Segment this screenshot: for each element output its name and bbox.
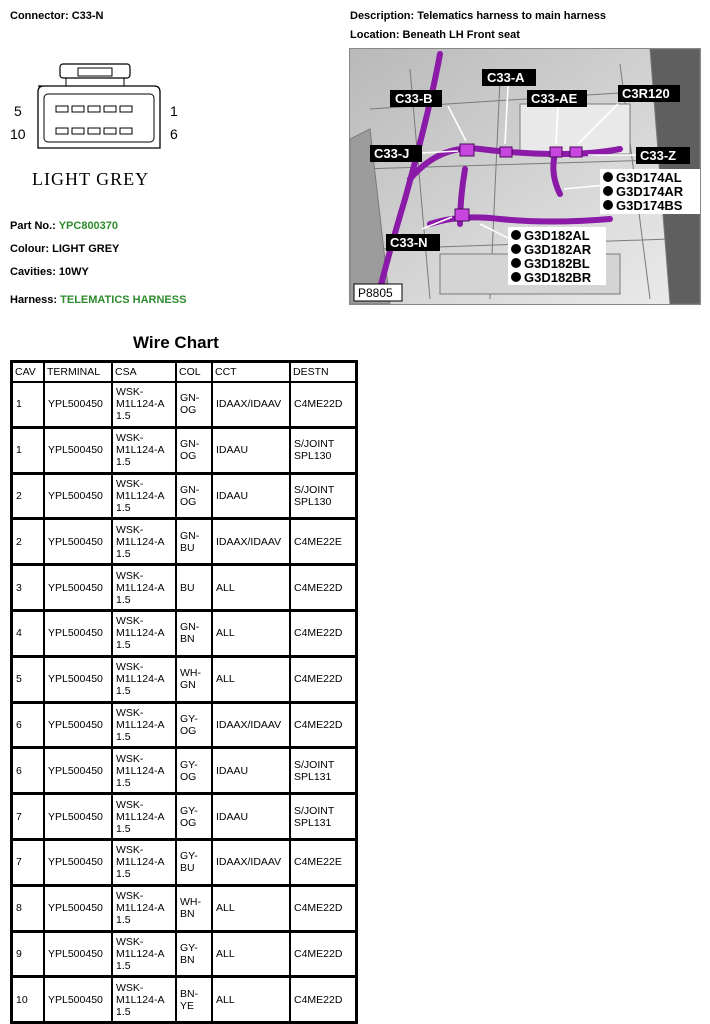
cell-col: GY- OG bbox=[176, 702, 212, 748]
location-photo bbox=[349, 48, 701, 305]
cell-col: GY- OG bbox=[176, 793, 212, 839]
cell-destn: C4ME22E bbox=[290, 839, 356, 885]
harness-label: Harness: bbox=[10, 294, 58, 306]
cell-csa: WSK- M1L124-A 1.5 bbox=[112, 839, 176, 885]
cell-col: GN- OG bbox=[176, 382, 212, 427]
cell-csa: WSK- M1L124-A 1.5 bbox=[112, 885, 176, 931]
table-row bbox=[12, 656, 356, 702]
cell-col: WH- BN bbox=[176, 885, 212, 931]
cell-csa: WSK- M1L124-A 1.5 bbox=[112, 931, 176, 977]
pin-label-6: 6 bbox=[170, 126, 178, 142]
cell-terminal: YPL500450 bbox=[44, 931, 112, 977]
cell-cav: 4 bbox=[12, 610, 44, 656]
wire-chart-header-row bbox=[12, 362, 356, 382]
part-number-label: Part No.: bbox=[10, 220, 56, 232]
cell-csa: WSK- M1L124-A 1.5 bbox=[112, 564, 176, 610]
photo-label-c33-a: C33-A bbox=[487, 70, 525, 85]
cell-destn: C4ME22D bbox=[290, 931, 356, 977]
harness-location-illustration bbox=[350, 49, 700, 304]
cell-cav: 5 bbox=[12, 656, 44, 702]
cell-cct: IDAAX/IDAAV bbox=[212, 518, 290, 564]
cell-cct: IDAAU bbox=[212, 793, 290, 839]
cell-terminal: YPL500450 bbox=[44, 656, 112, 702]
cell-terminal: YPL500450 bbox=[44, 382, 112, 427]
ground-g3d182br: G3D182BR bbox=[524, 270, 592, 285]
table-row bbox=[12, 564, 356, 610]
harness-value[interactable]: TELEMATICS HARNESS bbox=[60, 294, 187, 306]
cell-cav: 6 bbox=[12, 747, 44, 793]
ground-g3d182ar: G3D182AR bbox=[524, 242, 592, 257]
cell-csa: WSK- M1L124-A 1.5 bbox=[112, 610, 176, 656]
ground-g3d182al: G3D182AL bbox=[524, 228, 590, 243]
cell-cav: 2 bbox=[12, 518, 44, 564]
cell-destn: C4ME22D bbox=[290, 610, 356, 656]
photo-label-c33-b: C33-B bbox=[395, 91, 433, 106]
cell-col: BU bbox=[176, 564, 212, 610]
photo-label-c33-z: C33-Z bbox=[640, 148, 677, 163]
cell-destn: C4ME22D bbox=[290, 885, 356, 931]
cell-csa: WSK- M1L124-A 1.5 bbox=[112, 427, 176, 473]
header-terminal: TERMINAL bbox=[44, 362, 112, 382]
cell-col: GN- OG bbox=[176, 427, 212, 473]
cell-cct: IDAAX/IDAAV bbox=[212, 702, 290, 748]
cell-cav: 8 bbox=[12, 885, 44, 931]
description: Description: Telematics harness to main harness bbox=[350, 10, 606, 22]
table-row bbox=[12, 976, 356, 1022]
cell-cct: ALL bbox=[212, 885, 290, 931]
part-number-value[interactable]: YPC800370 bbox=[58, 220, 119, 232]
location: Location: Beneath LH Front seat bbox=[350, 29, 520, 41]
cell-csa: WSK- M1L124-A 1.5 bbox=[112, 656, 176, 702]
cell-csa: WSK- M1L124-A 1.5 bbox=[112, 793, 176, 839]
cell-csa: WSK- M1L124-A 1.5 bbox=[112, 976, 176, 1022]
ground-g3d174bs: G3D174BS bbox=[616, 198, 683, 213]
wire-chart-table bbox=[10, 360, 358, 1024]
cell-cct: ALL bbox=[212, 564, 290, 610]
cell-terminal: YPL500450 bbox=[44, 976, 112, 1022]
pin-label-5: 5 bbox=[14, 103, 22, 119]
cell-terminal: YPL500450 bbox=[44, 518, 112, 564]
cell-terminal: YPL500450 bbox=[44, 793, 112, 839]
cell-col: GY- OG bbox=[176, 747, 212, 793]
cell-cav: 7 bbox=[12, 793, 44, 839]
cell-terminal: YPL500450 bbox=[44, 427, 112, 473]
cell-cct: IDAAU bbox=[212, 473, 290, 519]
cell-cct: IDAAU bbox=[212, 427, 290, 473]
cell-col: WH- GN bbox=[176, 656, 212, 702]
cell-cav: 2 bbox=[12, 473, 44, 519]
connector-id: Connector: C33-N bbox=[10, 10, 104, 22]
cell-csa: WSK- M1L124-A 1.5 bbox=[112, 518, 176, 564]
cell-cct: ALL bbox=[212, 610, 290, 656]
photo-ref: P8805 bbox=[358, 286, 393, 300]
table-row bbox=[12, 610, 356, 656]
table-row bbox=[12, 427, 356, 473]
table-row bbox=[12, 518, 356, 564]
part-number bbox=[10, 220, 118, 232]
cell-destn: C4ME22D bbox=[290, 702, 356, 748]
table-row bbox=[12, 885, 356, 931]
cell-destn: C4ME22D bbox=[290, 564, 356, 610]
cell-cav: 3 bbox=[12, 564, 44, 610]
cell-destn: S/JOINT SPL130 bbox=[290, 473, 356, 519]
cell-cct: ALL bbox=[212, 931, 290, 977]
photo-label-c33-ae: C33-AE bbox=[531, 91, 578, 106]
table-row bbox=[12, 702, 356, 748]
ground-g3d174al: G3D174AL bbox=[616, 170, 682, 185]
cell-csa: WSK- M1L124-A 1.5 bbox=[112, 702, 176, 748]
cell-cav: 9 bbox=[12, 931, 44, 977]
cell-col: GN- BU bbox=[176, 518, 212, 564]
cell-col: GY- BU bbox=[176, 839, 212, 885]
cell-cct: IDAAX/IDAAV bbox=[212, 382, 290, 427]
cell-col: GN- OG bbox=[176, 473, 212, 519]
pin-label-10: 10 bbox=[10, 126, 26, 142]
photo-label-c33-j: C33-J bbox=[374, 146, 410, 161]
ground-g3d174ar: G3D174AR bbox=[616, 184, 684, 199]
table-row bbox=[12, 793, 356, 839]
cell-csa: WSK- M1L124-A 1.5 bbox=[112, 747, 176, 793]
cell-cct: ALL bbox=[212, 976, 290, 1022]
header-col: COL bbox=[176, 362, 212, 382]
header-destn: DESTN bbox=[290, 362, 356, 382]
table-row bbox=[12, 382, 356, 427]
harness-line bbox=[10, 294, 186, 306]
cell-terminal: YPL500450 bbox=[44, 473, 112, 519]
cell-destn: C4ME22E bbox=[290, 518, 356, 564]
pin-label-1: 1 bbox=[170, 103, 178, 119]
cell-cav: 10 bbox=[12, 976, 44, 1022]
table-row bbox=[12, 747, 356, 793]
cell-terminal: YPL500450 bbox=[44, 747, 112, 793]
ground-g3d182bl: G3D182BL bbox=[524, 256, 590, 271]
cell-cav: 6 bbox=[12, 702, 44, 748]
cell-col: GY- BN bbox=[176, 931, 212, 977]
cell-destn: S/JOINT SPL130 bbox=[290, 427, 356, 473]
cell-terminal: YPL500450 bbox=[44, 564, 112, 610]
table-row bbox=[12, 839, 356, 885]
cell-col: BN- YE bbox=[176, 976, 212, 1022]
cell-csa: WSK- M1L124-A 1.5 bbox=[112, 473, 176, 519]
cell-cav: 1 bbox=[12, 427, 44, 473]
cell-destn: S/JOINT SPL131 bbox=[290, 793, 356, 839]
cell-destn: C4ME22D bbox=[290, 382, 356, 427]
cell-destn: C4ME22D bbox=[290, 976, 356, 1022]
header-cct: CCT bbox=[212, 362, 290, 382]
cell-cct: ALL bbox=[212, 656, 290, 702]
photo-label-c33-n: C33-N bbox=[390, 235, 428, 250]
cell-cav: 7 bbox=[12, 839, 44, 885]
colour-line: Colour: LIGHT GREY bbox=[10, 243, 120, 255]
cell-col: GN- BN bbox=[176, 610, 212, 656]
cavities-line: Cavities: 10WY bbox=[10, 266, 89, 278]
wire-chart-title: Wire Chart bbox=[133, 333, 219, 352]
cell-destn: C4ME22D bbox=[290, 656, 356, 702]
cell-terminal: YPL500450 bbox=[44, 839, 112, 885]
cell-terminal: YPL500450 bbox=[44, 610, 112, 656]
header-cav: CAV bbox=[12, 362, 44, 382]
connector-colour-caption: LIGHT GREY bbox=[32, 169, 150, 189]
cell-csa: WSK- M1L124-A 1.5 bbox=[112, 382, 176, 427]
cell-destn: S/JOINT SPL131 bbox=[290, 747, 356, 793]
table-row bbox=[12, 931, 356, 977]
cell-terminal: YPL500450 bbox=[44, 702, 112, 748]
photo-label-c3r120: C3R120 bbox=[622, 86, 670, 101]
header-csa: CSA bbox=[112, 362, 176, 382]
cell-terminal: YPL500450 bbox=[44, 885, 112, 931]
cell-cct: IDAAX/IDAAV bbox=[212, 839, 290, 885]
cell-cct: IDAAU bbox=[212, 747, 290, 793]
table-row bbox=[12, 473, 356, 519]
cell-cav: 1 bbox=[12, 382, 44, 427]
